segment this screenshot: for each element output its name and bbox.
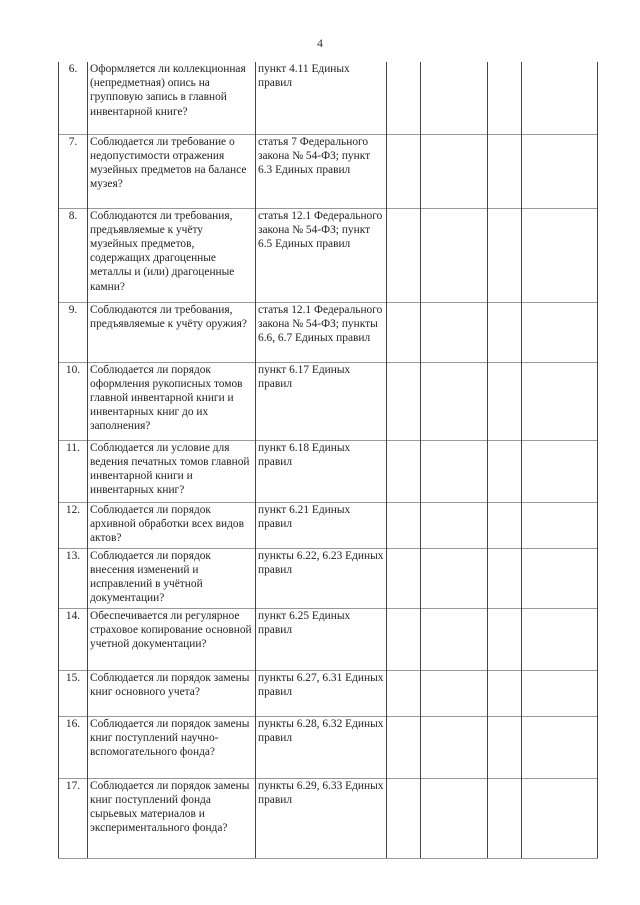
- reference-cell: пункт 6.17 Единых правил: [256, 362, 387, 440]
- row-number: 16.: [59, 716, 88, 778]
- answer-cell: [421, 362, 488, 440]
- row-number: 12.: [59, 502, 88, 548]
- table-row: [59, 608, 598, 670]
- answer-cell: [421, 670, 488, 716]
- table-row: [59, 778, 598, 858]
- answer-cell: [421, 208, 488, 302]
- answer-cell: [488, 548, 522, 608]
- table-row: [59, 716, 598, 778]
- table-row: [59, 62, 598, 134]
- answer-cell: [421, 440, 488, 502]
- note-cell: [522, 548, 598, 608]
- answer-cell: [387, 134, 421, 208]
- note-cell: [522, 502, 598, 548]
- answer-cell: [387, 440, 421, 502]
- question-cell: Соблюдается ли порядок замены книг поступлений фонда сырьевых материалов и экспериментального фонда?: [88, 778, 256, 858]
- note-cell: [522, 716, 598, 778]
- note-cell: [522, 362, 598, 440]
- checklist-table: [58, 62, 598, 859]
- table-row: [59, 208, 598, 302]
- reference-cell: пункт 6.18 Единых правил: [256, 440, 387, 502]
- answer-cell: [387, 208, 421, 302]
- question-cell: Соблюдается ли условие для ведения печатных томов главной инвентарной книги и инвентарных книг?: [88, 440, 256, 502]
- answer-cell: [488, 502, 522, 548]
- reference-cell: пункты 6.29, 6.33 Единых правил: [256, 778, 387, 858]
- answer-cell: [387, 716, 421, 778]
- table-row: [59, 302, 598, 362]
- answer-cell: [488, 362, 522, 440]
- table-row: [59, 502, 598, 548]
- reference-cell: пункт 6.25 Единых правил: [256, 608, 387, 670]
- row-number: 14.: [59, 608, 88, 670]
- answer-cell: [387, 302, 421, 362]
- note-cell: [522, 440, 598, 502]
- row-number: 17.: [59, 778, 88, 858]
- table-row: [59, 670, 598, 716]
- answer-cell: [387, 62, 421, 134]
- note-cell: [522, 670, 598, 716]
- answer-cell: [387, 778, 421, 858]
- table-row: [59, 548, 598, 608]
- question-cell: Соблюдается ли порядок замены книг поступлений научно-вспомогательного фонда?: [88, 716, 256, 778]
- reference-cell: пункт 6.21 Единых правил: [256, 502, 387, 548]
- row-number: 10.: [59, 362, 88, 440]
- row-number: 13.: [59, 548, 88, 608]
- row-number: 11.: [59, 440, 88, 502]
- answer-cell: [421, 134, 488, 208]
- answer-cell: [488, 670, 522, 716]
- question-cell: Соблюдается ли порядок архивной обработки всех видов актов?: [88, 502, 256, 548]
- answer-cell: [421, 716, 488, 778]
- answer-cell: [488, 208, 522, 302]
- note-cell: [522, 608, 598, 670]
- page-number: 4: [317, 36, 323, 50]
- reference-cell: пункты 6.22, 6.23 Единых правил: [256, 548, 387, 608]
- table-row: [59, 440, 598, 502]
- note-cell: [522, 208, 598, 302]
- answer-cell: [421, 62, 488, 134]
- answer-cell: [488, 134, 522, 208]
- reference-cell: статья 12.1 Федерального закона № 54-ФЗ; пункт 6.5 Единых правил: [256, 208, 387, 302]
- answer-cell: [421, 778, 488, 858]
- row-number: 9.: [59, 302, 88, 362]
- answer-cell: [421, 302, 488, 362]
- question-cell: Соблюдается ли порядок замены книг основного учета?: [88, 670, 256, 716]
- row-number: 6.: [59, 62, 88, 134]
- answer-cell: [387, 670, 421, 716]
- note-cell: [522, 134, 598, 208]
- answer-cell: [488, 716, 522, 778]
- reference-cell: статья 7 Федерального закона № 54-ФЗ; пункт 6.3 Единых правил: [256, 134, 387, 208]
- answer-cell: [387, 362, 421, 440]
- answer-cell: [421, 548, 488, 608]
- reference-cell: пункт 4.11 Единых правил: [256, 62, 387, 134]
- answer-cell: [421, 502, 488, 548]
- answer-cell: [488, 440, 522, 502]
- table-row: [59, 134, 598, 208]
- answer-cell: [488, 778, 522, 858]
- question-cell: Соблюдается ли порядок внесения изменений и исправлений в учётной документации?: [88, 548, 256, 608]
- answer-cell: [387, 502, 421, 548]
- reference-cell: статья 12.1 Федерального закона № 54-ФЗ; пункты 6.6, 6.7 Единых правил: [256, 302, 387, 362]
- answer-cell: [387, 608, 421, 670]
- question-cell: Соблюдаются ли требования, предъявляемые к учёту музейных предметов, содержащих драгоценные металлы и (или) драгоценные камни?: [88, 208, 256, 302]
- row-number: 8.: [59, 208, 88, 302]
- note-cell: [522, 62, 598, 134]
- note-cell: [522, 778, 598, 858]
- answer-cell: [421, 608, 488, 670]
- question-cell: Оформляется ли коллекционная (непредметная) опись на групповую запись в главной инвентарной книге?: [88, 62, 256, 134]
- question-cell: Соблюдается ли порядок оформления рукописных томов главной инвентарной книги и инвентарных книг до их заполнения?: [88, 362, 256, 440]
- question-cell: Соблюдается ли требование о недопустимости отражения музейных предметов на балансе музея?: [88, 134, 256, 208]
- answer-cell: [387, 548, 421, 608]
- question-cell: Соблюдаются ли требования, предъявляемые к учёту оружия?: [88, 302, 256, 362]
- question-cell: Обеспечивается ли регулярное страховое копирование основной учетной документации?: [88, 608, 256, 670]
- answer-cell: [488, 62, 522, 134]
- table-row: [59, 362, 598, 440]
- row-number: 15.: [59, 670, 88, 716]
- row-number: 7.: [59, 134, 88, 208]
- note-cell: [522, 302, 598, 362]
- answer-cell: [488, 302, 522, 362]
- reference-cell: пункты 6.28, 6.32 Единых правил: [256, 716, 387, 778]
- reference-cell: пункты 6.27, 6.31 Единых правил: [256, 670, 387, 716]
- answer-cell: [488, 608, 522, 670]
